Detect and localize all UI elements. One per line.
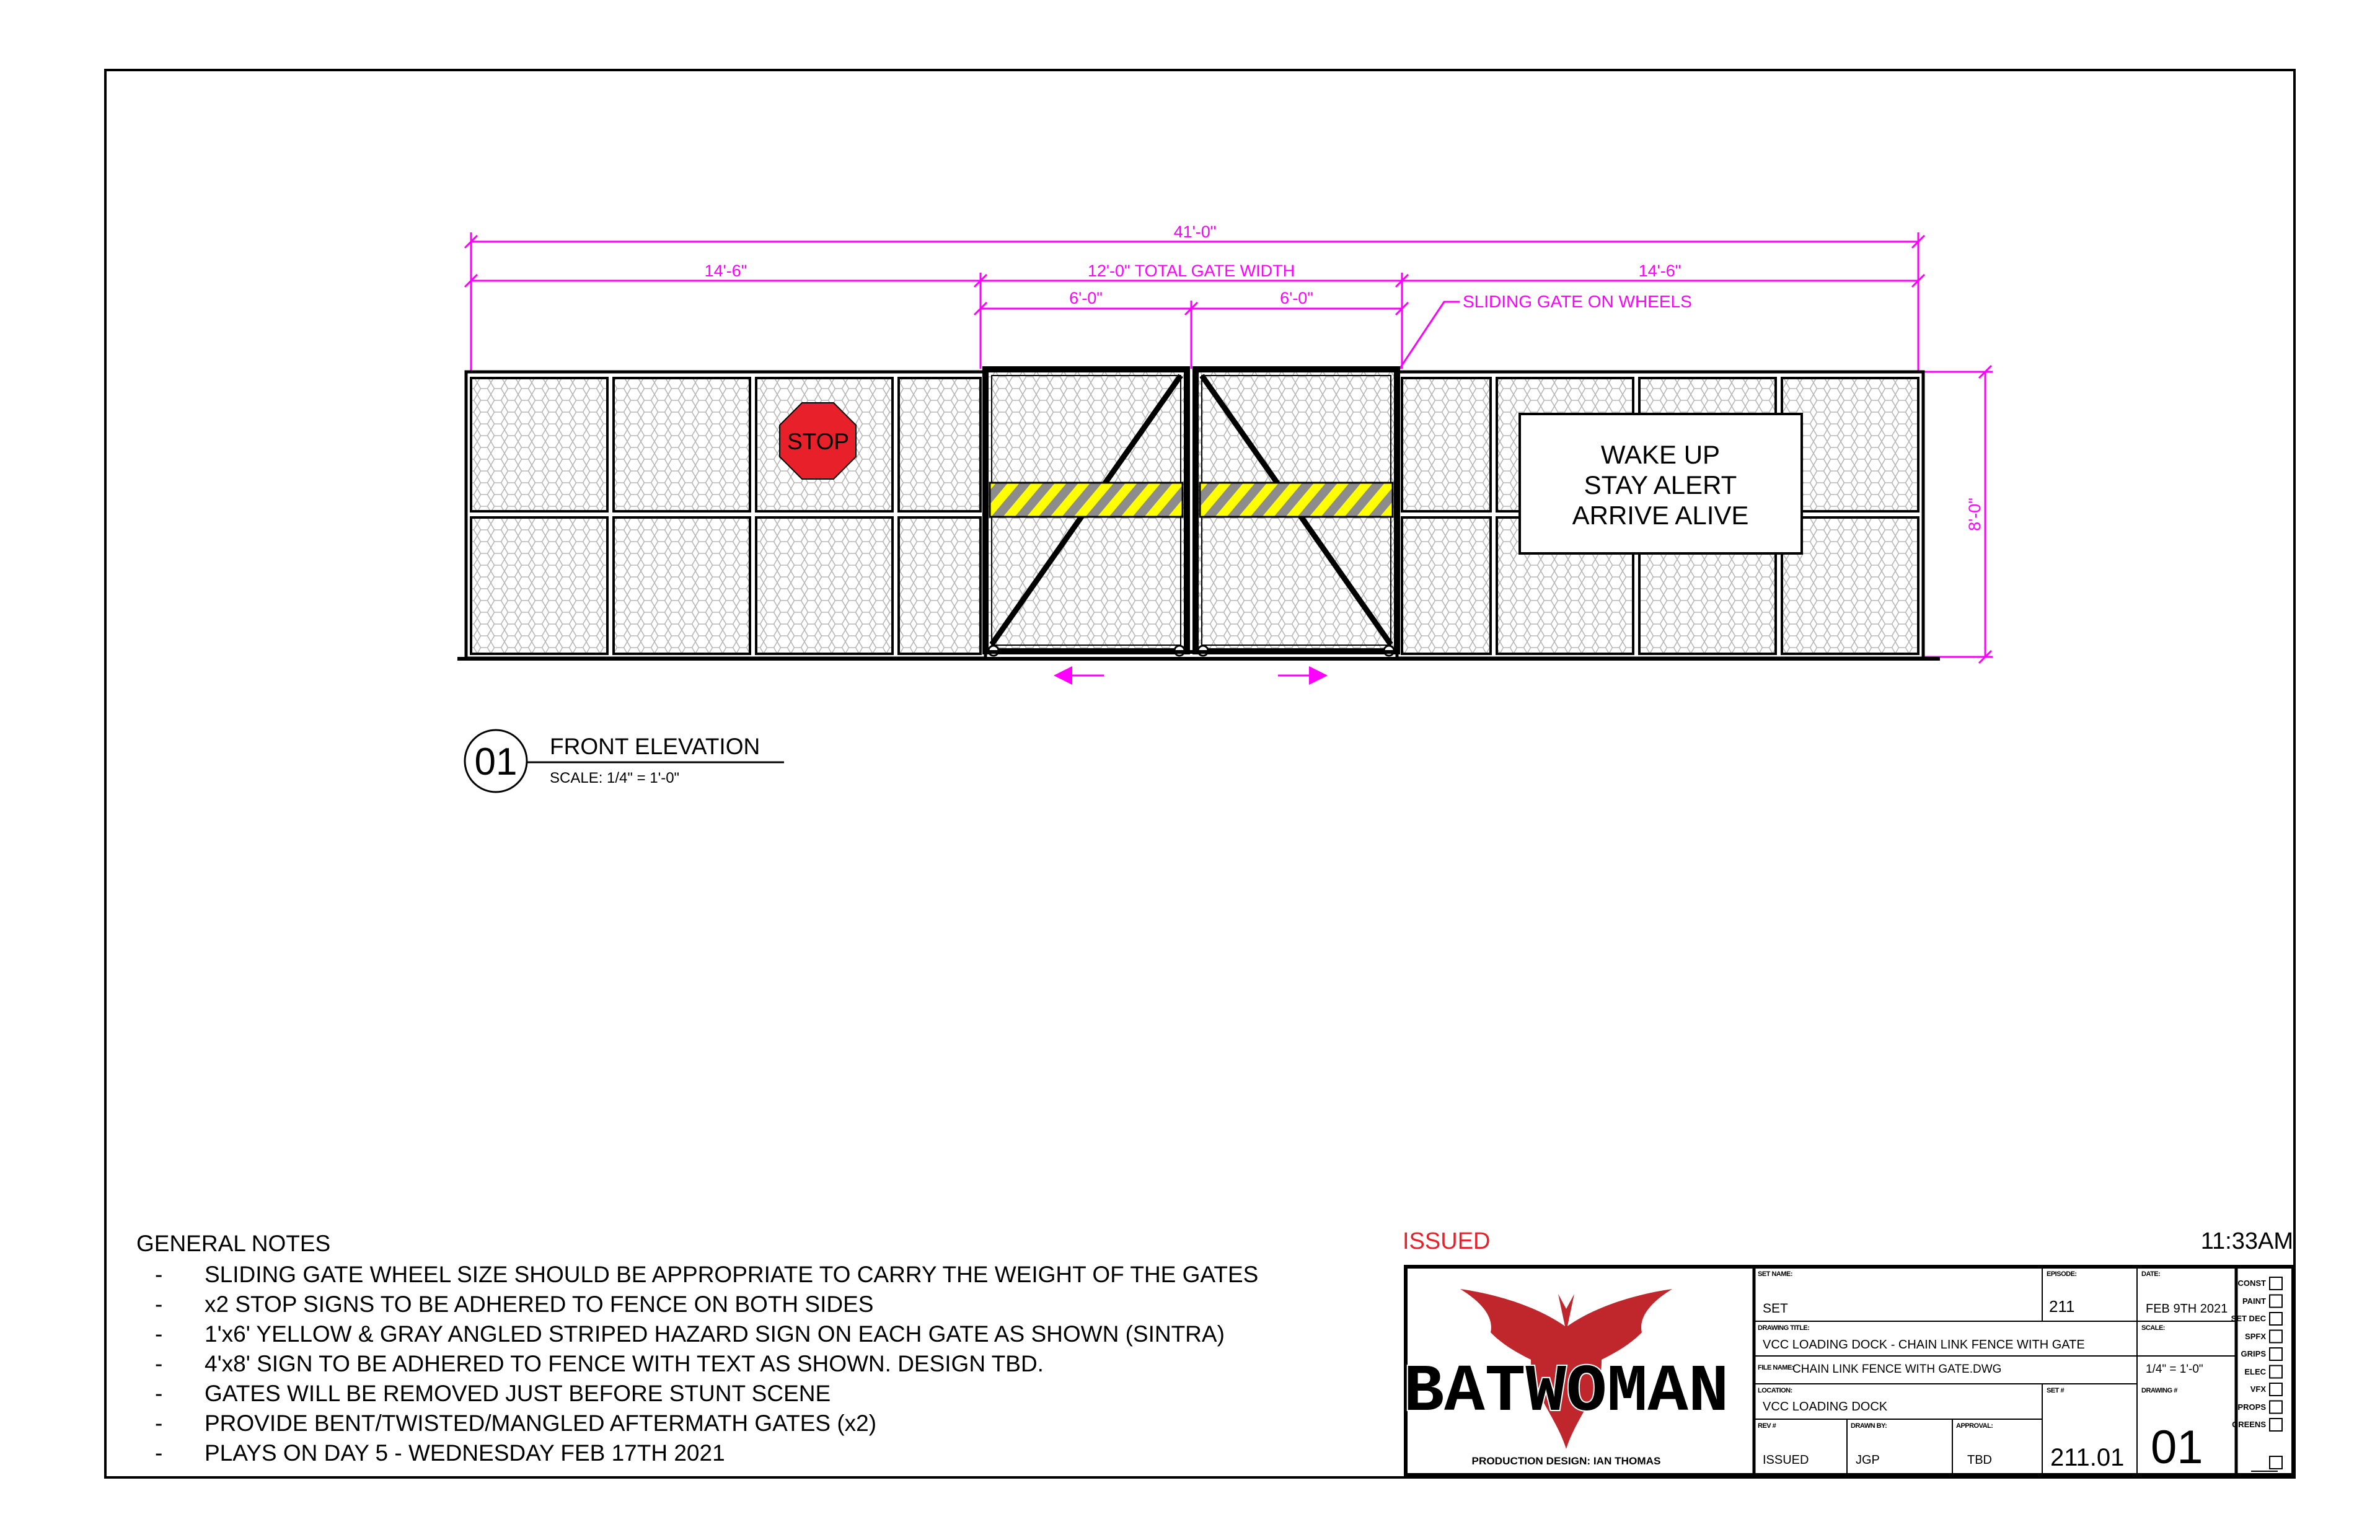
fence-panel [899, 517, 981, 654]
checklist-checkbox[interactable] [2270, 1366, 2282, 1378]
checklist-label: PAINT [2242, 1296, 2266, 1306]
dim-total-gate: 12'-0" TOTAL GATE WIDTH [1087, 262, 1295, 280]
scale-label: SCALE: [2141, 1324, 2165, 1332]
detail-number: 01 [474, 741, 518, 783]
note-item: - PROVIDE BENT/TWISTED/MANGLED AFTERMATH GATES (x2) [136, 1409, 1376, 1438]
drawing-number-value: 01 [2151, 1421, 2203, 1474]
stop-sign-text: STOP [787, 429, 850, 454]
checklist-label: SPFX [2245, 1331, 2266, 1341]
drawing-title-value: VCC LOADING DOCK - CHAIN LINK FENCE WITH GATE [1763, 1338, 2085, 1352]
dim-gate-left: 6'-0" [1069, 289, 1103, 307]
logo-wordmark: BATWOMAN [1403, 1355, 1729, 1430]
drawing-title-label: DRAWING TITLE: [1758, 1324, 1810, 1332]
checklist-label: ELEC [2244, 1366, 2266, 1376]
detail-scale: SCALE: 1/4" = 1'-0" [550, 770, 680, 786]
fence-panel [614, 517, 750, 654]
episode-value: 211 [2049, 1297, 2075, 1316]
dim-right-fence: 14'-6" [1638, 262, 1681, 280]
general-notes-title: GENERAL NOTES [136, 1231, 331, 1256]
hazard-sign-right [1200, 483, 1393, 517]
fence-panel [1402, 517, 1491, 654]
rev-value: ISSUED [1763, 1453, 1809, 1467]
dim-height: 8'-0" [1965, 498, 1984, 531]
sign-line-3: ARRIVE ALIVE [1572, 501, 1749, 530]
department-checklist [2270, 1277, 2282, 1469]
callout-sliding-gate: SLIDING GATE ON WHEELS [1463, 292, 1692, 311]
location-label: LOCATION: [1758, 1387, 1792, 1394]
general-notes [136, 1230, 1376, 1468]
fence-panel [471, 378, 607, 511]
sign-line-2: STAY ALERT [1584, 470, 1737, 499]
file-name-value: CHAIN LINK FENCE WITH GATE.DWG [1792, 1363, 2002, 1376]
note-item: - 4'x8' SIGN TO BE ADHERED TO FENCE WITH TEXT AS SHOWN. DESIGN TBD. [136, 1349, 1376, 1379]
date-label: DATE: [2141, 1270, 2161, 1278]
set-number-value: 211.01 [2050, 1444, 2125, 1471]
approval-value: TBD [1967, 1453, 1992, 1467]
batwoman-logo [1404, 1289, 1729, 1467]
set-number-label: SET # [2047, 1387, 2065, 1394]
checklist-checkbox[interactable] [2270, 1277, 2282, 1290]
note-item: - GATES WILL BE REMOVED JUST BEFORE STUNT SCENE [136, 1379, 1376, 1409]
note-item: - SLIDING GATE WHEEL SIZE SHOULD BE APPROPRIATE TO CARRY THE WEIGHT OF THE GATES [136, 1260, 1376, 1290]
note-item: - PLAYS ON DAY 5 - WEDNESDAY FEB 17TH 2021 [136, 1438, 1376, 1468]
checklist-checkbox[interactable] [2270, 1313, 2282, 1325]
issue-time: 11:33AM [2200, 1228, 2293, 1254]
wake-up-sign [1520, 414, 1802, 553]
checklist-checkbox[interactable] [2270, 1331, 2282, 1343]
gate-right [1196, 369, 1397, 656]
episode-label: EPISODE: [2047, 1270, 2077, 1278]
drawn-by-label: DRAWN BY: [1851, 1422, 1887, 1430]
note-item: - x2 STOP SIGNS TO BE ADHERED TO FENCE ON BOTH SIDES [136, 1290, 1376, 1319]
checklist-label: CONST [2237, 1278, 2266, 1288]
dim-left-fence: 14'-6" [704, 262, 747, 280]
checklist-checkbox[interactable] [2270, 1419, 2282, 1431]
detail-title: FRONT ELEVATION [550, 734, 760, 759]
checklist-checkbox[interactable] [2270, 1401, 2282, 1414]
note-item: - 1'x6' YELLOW & GRAY ANGLED STRIPED HAZARD SIGN ON EACH GATE AS SHOWN (SINTRA) [136, 1319, 1376, 1349]
checklist-label: VFX [2250, 1384, 2266, 1394]
dim-overall: 41'-0" [1173, 222, 1217, 241]
detail-tag [465, 730, 784, 792]
production-credit: PRODUCTION DESIGN: IAN THOMAS [1471, 1455, 1661, 1467]
fence-panel [614, 378, 750, 511]
fence-panel [1402, 378, 1491, 511]
fence-panel [471, 517, 607, 654]
dim-gate-right: 6'-0" [1280, 289, 1313, 307]
sliding-gates [985, 369, 1397, 656]
file-name-label: FILE NAME: [1758, 1364, 1794, 1371]
hazard-sign-left [990, 483, 1183, 517]
fence-panel [899, 378, 981, 511]
checklist-label: GRIPS [2241, 1349, 2266, 1358]
set-name-value: SET [1763, 1301, 1788, 1316]
issued-status: ISSUED [1403, 1228, 1491, 1254]
general-notes-list [136, 1260, 1376, 1468]
checklist-label: SET DEC [2231, 1314, 2266, 1323]
checklist-checkbox[interactable] [2270, 1295, 2282, 1308]
stop-sign [780, 403, 856, 479]
gate-left [985, 369, 1187, 656]
drawing-number-label: DRAWING # [2141, 1387, 2177, 1394]
location-value: VCC LOADING DOCK [1763, 1400, 1888, 1414]
checklist-label: PROPS [2237, 1402, 2266, 1412]
rev-label: REV # [1758, 1422, 1776, 1430]
checklist-checkbox[interactable] [2270, 1383, 2282, 1396]
checklist-label: GREENS [2232, 1420, 2266, 1429]
checklist-checkbox[interactable] [2270, 1456, 2282, 1469]
drawn-by-value: JGP [1856, 1453, 1880, 1467]
date-value: FEB 9TH 2021 [2146, 1302, 2228, 1316]
approval-label: APPROVAL: [1956, 1422, 1993, 1430]
sign-line-1: WAKE UP [1600, 440, 1721, 469]
scale-value: 1/4" = 1'-0" [2146, 1363, 2203, 1376]
fence-panel [756, 517, 892, 654]
checklist-checkbox[interactable] [2270, 1348, 2282, 1360]
set-name-label: SET NAME: [1758, 1270, 1792, 1278]
